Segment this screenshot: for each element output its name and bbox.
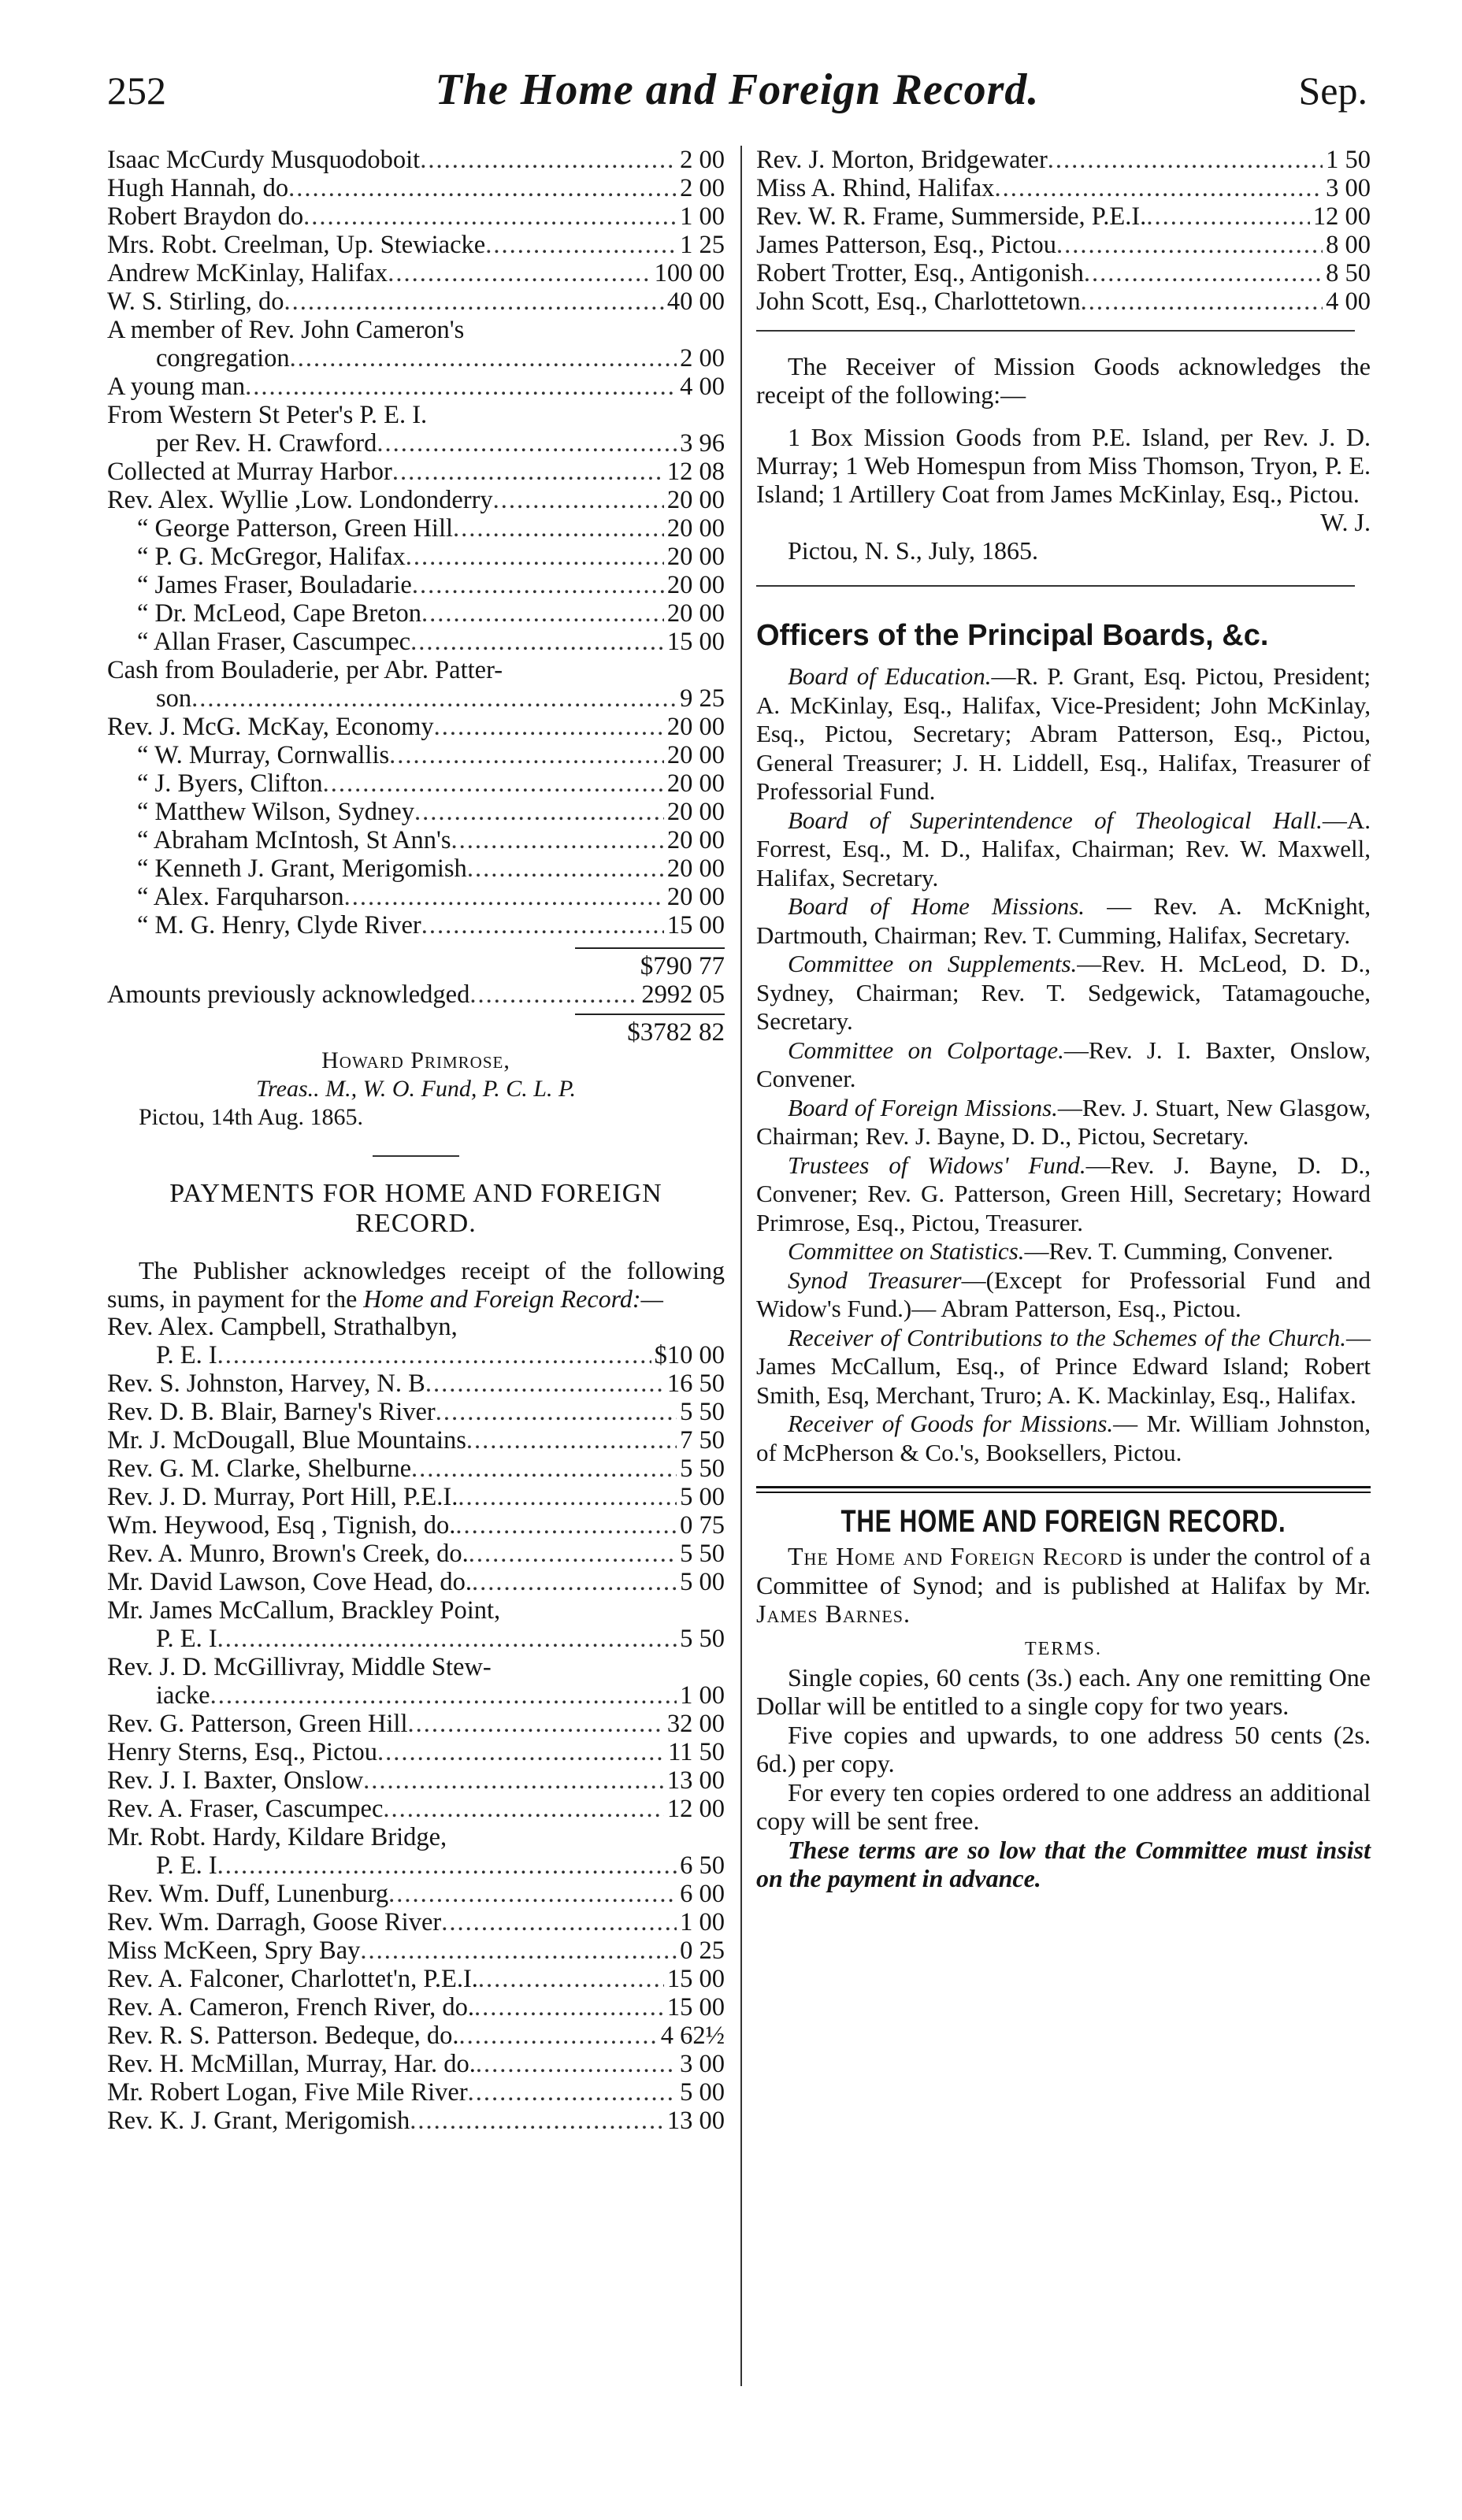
journal-title: The Home and Foreign Record. [435, 65, 1040, 114]
list-item: Rev. Wm. Darragh, Goose River ..... 1 00 [107, 1908, 725, 1936]
terms-line: Single copies, 60 cents (3s.) each. Any one remitting One Dollar will be entitled to a single copy for two years. [756, 1662, 1371, 1720]
list-item: Rev. K. J. Grant, Merigomish ..... 13 00 [107, 2107, 725, 2135]
list-item: Mr. James McCallum, Brackley Point, [107, 1596, 501, 1625]
list-item: “ Dr. McLeod, Cape Breton ..... 20 00 [107, 599, 725, 628]
subtotal: $790 77 [640, 952, 725, 980]
contribution-list [107, 146, 725, 316]
list-item: Rev. A. Fraser, Cascumpec ..... 12 00 [107, 1795, 725, 1823]
officer-entry: Receiver of Contributions to the Schemes of the Church.—James McCallum, Esq., of Prince Edward Island; Robert Smith, Esq, Merchant, Truro; A. K. Mackinlay, Esq., Halifax. [756, 1323, 1371, 1409]
grand-total: $3782 82 [627, 1018, 725, 1047]
column-divider [740, 146, 742, 2386]
list-item: Rev. J. D. Murray, Port Hill, P.E.I. ..... 5 00 [107, 1483, 725, 1511]
list-item: Cash from Bouladerie, per Abr. Patter- [107, 656, 503, 684]
list-item: Rev. A. Cameron, French River, do. ..... 15 00 [107, 1993, 725, 2022]
officer-entry: Board of Superintendence of Theological Hall.—A. Forrest, Esq., M. D., Halifax, Chairman; Rev. W. Maxwell, Halifax, Secretary. [756, 806, 1371, 891]
mission-goods-initials: W. J. [1320, 508, 1371, 536]
list-item: A young man ..... 4 00 [107, 372, 725, 401]
list-item: Hugh Hannah, do ..... 2 00 [107, 174, 725, 202]
officers-heading: Officers of the Principal Boards, &c. [756, 619, 1269, 652]
list-item: John Scott, Esq., Charlottetown ..... 4 00 [756, 287, 1371, 316]
list-item: Rev. Wm. Duff, Lunenburg ..... 6 00 [107, 1880, 725, 1908]
officer-entry: Board of Education.—R. P. Grant, Esq. Pictou, President; A. McKinlay, Esq., Halifax, Vice-President; John McKinlay, Esq., Pictou, Secretary; Abram Patterson, Esq., Pictou, General Treasurer; J. H. Liddell, Esq., Halifax, Treasurer of Professorial Fund. [756, 662, 1371, 805]
list-item: congregation ..... 2 00 [107, 344, 725, 372]
mission-goods-body: 1 Box Mission Goods from P.E. Island, per Rev. J. D. Murray; 1 Web Homespun from Miss Thomson, Tryon, P. E. Island; 1 Artillery Coat from James McKinlay, Esq., Pictou. [756, 423, 1371, 508]
payments-heading: PAYMENTS FOR HOME AND FOREIGN [169, 1179, 662, 1208]
sum-rule [575, 947, 725, 949]
list-item: P. E. I ..... 6 50 [107, 1851, 725, 1880]
list-item: Rev. A. Munro, Brown's Creek, do. ..... 5 50 [107, 1540, 725, 1568]
list-item: per Rev. H. Crawford ..... 3 96 [107, 429, 725, 458]
list-item: Rev. J. D. McGillivray, Middle Stew- [107, 1653, 492, 1681]
list-item: Collected at Murray Harbor ..... 12 08 [107, 458, 725, 486]
officer-entry: Board of Home Missions. — Rev. A. McKnight, Dartmouth, Chairman; Rev. T. Cumming, Halifax, Secretary. [756, 892, 1371, 949]
previously-acknowledged: Amounts previously acknowledged ..... 2992 05 [107, 980, 725, 1009]
month-label: Sep. [1298, 69, 1367, 113]
terms-line: For every ten copies ordered to one address an additional copy will be sent free. [756, 1777, 1371, 1835]
list-item: Mr. David Lawson, Cove Head, do. ..... 5 00 [107, 1568, 725, 1596]
list-item: P. E. I ..... $10 00 [107, 1341, 725, 1369]
home-foreign-intro: The Home and Foreign Record is under the control of a Committee of Synod; and is published at Halifax by Mr. James Barnes. [756, 1542, 1371, 1628]
list-item: “ J. Byers, Clifton ..... 20 00 [107, 769, 725, 798]
officers-list [756, 662, 1371, 1467]
list-item: Mr. Robert Logan, Five Mile River ..... 5 00 [107, 2078, 725, 2107]
list-item: “ George Patterson, Green Hill ..... 20 00 [107, 514, 725, 543]
section-rule [756, 585, 1355, 587]
list-item: “ Alex. Farquharson ..... 20 00 [107, 883, 725, 911]
list-item: Mr. Robt. Hardy, Kildare Bridge, [107, 1823, 447, 1851]
home-foreign-title: THE HOME AND FOREIGN RECORD. [840, 1504, 1286, 1539]
list-item: Rev. D. B. Blair, Barney's River ..... 5 50 [107, 1398, 725, 1426]
list-item: Rev. R. S. Patterson. Bedeque, do. ..... 4 62½ [107, 2022, 725, 2050]
list-item: P. E. I ..... 5 50 [107, 1625, 725, 1653]
mission-goods-place-date: Pictou, N. S., July, 1865. [788, 536, 1038, 565]
list-item: “ W. Murray, Cornwallis ..... 20 00 [107, 741, 725, 769]
mission-goods-intro: The Receiver of Mission Goods acknowledges the receipt of the following:— [756, 352, 1371, 409]
list-item: Rev. J. Morton, Bridgewater ..... 1 50 [756, 146, 1371, 174]
list-item: Mrs. Robt. Creelman, Up. Stewiacke ..... 1 25 [107, 231, 725, 259]
contribution-list [107, 458, 725, 656]
section-rule [756, 330, 1355, 332]
section-rule [373, 1155, 459, 1157]
list-item: Andrew McKinlay, Halifax ..... 100 00 [107, 259, 725, 287]
list-item: Rev. W. R. Frame, Summerside, P.E.I. ..... 12 00 [756, 202, 1371, 231]
list-item: Rev. J. I. Baxter, Onslow ..... 13 00 [107, 1766, 725, 1795]
list-item: Rev. Alex. Campbell, Strathalbyn, [107, 1313, 458, 1341]
list-item: Rev. G. Patterson, Green Hill ..... 32 00 [107, 1710, 725, 1738]
officer-entry: Synod Treasurer—(Except for Professorial Fund and Widow's Fund.)— Abram Patterson, Esq., Pictou. [756, 1266, 1371, 1322]
list-item: W. S. Stirling, do ..... 40 00 [107, 287, 725, 316]
officer-entry: Receiver of Goods for Missions.— Mr. William Johnston, of McPherson & Co.'s, Booksellers, Pictou. [756, 1410, 1371, 1466]
list-item: From Western St Peter's P. E. I. [107, 401, 428, 429]
list-item: “ M. G. Henry, Clyde River ..... 15 00 [107, 911, 725, 939]
list-item: A member of Rev. John Cameron's [107, 316, 465, 344]
list-item: Mr. J. McDougall, Blue Mountains ..... 7 50 [107, 1426, 725, 1455]
list-item: iacke ..... 1 00 [107, 1681, 725, 1710]
signature-name: Howard Primrose, [321, 1047, 510, 1073]
signature-block [107, 1047, 725, 1132]
list-item: Rev. A. Falconer, Charlottet'n, P.E.I. ..... 15 00 [107, 1965, 725, 1993]
officer-entry: Trustees of Widows' Fund.—Rev. J. Bayne, D. D., Convener; Rev. G. Patterson, Green Hill, Secretary; Howard Primrose, Esq., Pictou, Treasurer. [756, 1151, 1371, 1236]
list-item: Miss A. Rhind, Halifax ..... 3 00 [756, 174, 1371, 202]
contribution-list [107, 713, 725, 939]
sum-rule [575, 1014, 725, 1015]
officer-entry: Committee on Statistics.—Rev. T. Cumming, Convener. [788, 1237, 1334, 1265]
signature-role: Treas.. M., W. O. Fund, P. C. L. P. [256, 1076, 576, 1102]
payments-list [107, 1313, 725, 2135]
contribution-list [756, 146, 1371, 316]
officer-entry: Board of Foreign Missions.—Rev. J. Stuart, New Glasgow, Chairman; Rev. J. Bayne, D. D., Pictou, Secretary. [756, 1093, 1371, 1150]
list-item: Rev. G. M. Clarke, Shelburne ..... 5 50 [107, 1455, 725, 1483]
signature-place-date: Pictou, 14th Aug. 1865. [139, 1104, 364, 1130]
list-item: Rev. Alex. Wyllie ,Low. Londonderry ..... 20 00 [107, 486, 725, 514]
payments-intro: The Publisher acknowledges receipt of the following sums, in payment for the Home and Foreign Record:— [107, 1256, 725, 1313]
list-item: “ P. G. McGregor, Halifax ..... 20 00 [107, 543, 725, 571]
list-item: Rev. J. McG. McKay, Economy ..... 20 00 [107, 713, 725, 741]
list-item: Robert Braydon do ..... 1 00 [107, 202, 725, 231]
running-header [107, 65, 1367, 123]
right-column [756, 146, 1371, 1893]
list-item: “ Kenneth J. Grant, Merigomish ..... 20 00 [107, 854, 725, 883]
officer-entry: Committee on Supplements.—Rev. H. McLeod, D. D., Sydney, Chairman; Rev. T. Sedgewick, Tatamagouche, Secretary. [756, 950, 1371, 1035]
list-item: Henry Sterns, Esq., Pictou ..... 11 50 [107, 1738, 725, 1766]
list-item: “ Abraham McIntosh, St Ann's ..... 20 00 [107, 826, 725, 854]
list-item: son ..... 9 25 [107, 684, 725, 713]
left-column [107, 146, 725, 2135]
officer-entry: Committee on Colportage.—Rev. J. I. Baxter, Onslow, Convener. [756, 1036, 1371, 1092]
list-item: Rev. S. Johnston, Harvey, N. B ..... 16 50 [107, 1369, 725, 1398]
list-item: “ Matthew Wilson, Sydney ..... 20 00 [107, 798, 725, 826]
terms-line: These terms are so low that the Committee must insist on the payment in advance. [756, 1835, 1371, 1892]
double-rule [756, 1486, 1371, 1493]
list-item: “ James Fraser, Bouladarie ..... 20 00 [107, 571, 725, 599]
list-item: James Patterson, Esq., Pictou ..... 8 00 [756, 231, 1371, 259]
terms-line: Five copies and upwards, to one address 50 cents (2s. 6d.) per copy. [756, 1720, 1371, 1777]
list-item: “ Allan Fraser, Cascumpec ..... 15 00 [107, 628, 725, 656]
payments-heading-2: RECORD. [355, 1209, 477, 1238]
terms-heading: TERMS. [1024, 1638, 1102, 1659]
list-item: Robert Trotter, Esq., Antigonish ..... 8 50 [756, 259, 1371, 287]
page-number: 252 [107, 69, 166, 113]
list-item: Rev. H. McMillan, Murray, Har. do. ..... 3 00 [107, 2050, 725, 2078]
list-item: Miss McKeen, Spry Bay ..... 0 25 [107, 1936, 725, 1965]
list-item: Wm. Heywood, Esq , Tignish, do. ..... 0 75 [107, 1511, 725, 1540]
list-item: Isaac McCurdy Musquodoboit ..... 2 00 [107, 146, 725, 174]
